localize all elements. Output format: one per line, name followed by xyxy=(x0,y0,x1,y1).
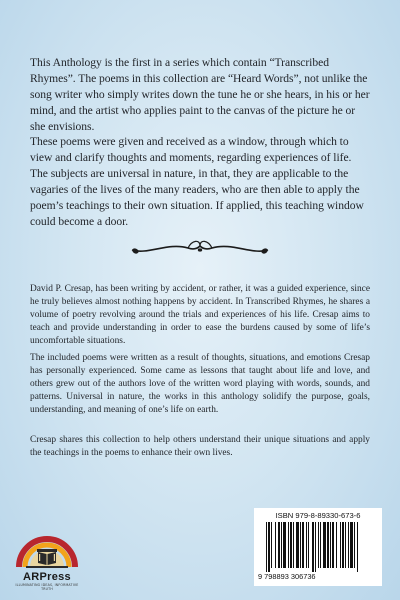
intro-paragraph-1: This Anthology is the first in a series which contain “Transcribed Rhymes”. The poems in this collection are “Heard Words”, not unlike the song writer who simply writes down the tune he or she hears, in his or her mind, and the artist who applies paint to the canvas of the picture he or she envisions. xyxy=(30,56,370,133)
barcode-digits: 9 798893 306736 xyxy=(258,572,316,581)
flourish-divider-icon xyxy=(128,236,272,258)
bio-paragraph-1: David P. Cresap, has been writing by accident, or rather, it was a guided experience, since he truly believes almost nothing happens by accident. In Transcribed Rhymes, he shares a volume of poetry revolving around the trials and experiences of his life. Cresap aims to teach and provide understanding in order to ease the burdens caused by some of life’s uncomfortable situations. xyxy=(30,284,370,346)
bio-paragraph-3: Cresap shares this collection to help others understand their unique situations and apply the teachings in the poems to enhance their own lives. xyxy=(30,435,370,458)
barcode-bars xyxy=(254,522,382,572)
isbn-label: ISBN 979-8-89330-673-6 xyxy=(275,511,361,520)
bio-paragraph-2: The included poems were written as a result of thoughts, situations, and emotions Cresap has personally experienced. Some came as lessons that taught about life and love, and others grew out of the authors love of the written word playing with words, sounds, and patterns. Universal in nature, the works in this anthology solidify the purpose, goals, understanding, and meaning of one’s life on earth. xyxy=(30,353,370,415)
book-sunrise-icon xyxy=(16,513,78,571)
intro-paragraph-2: These poems were given and received as a window, through which to view and clarify thoughts and moments, regarding experiences of life. The subjects are universal in nature, in that, they are applicable to the vagaries of the lives of the many readers, who are then able to apply the poem’s teachings to their own situation. If applied, this teaching window could become a door. xyxy=(30,135,364,228)
publisher-name: ARPress xyxy=(23,571,71,583)
isbn-barcode xyxy=(254,508,382,586)
publisher-tagline: ILLUMINATING IDEAS, INFORMATIVE TRUTH xyxy=(15,583,79,591)
publisher-logo xyxy=(16,513,78,593)
